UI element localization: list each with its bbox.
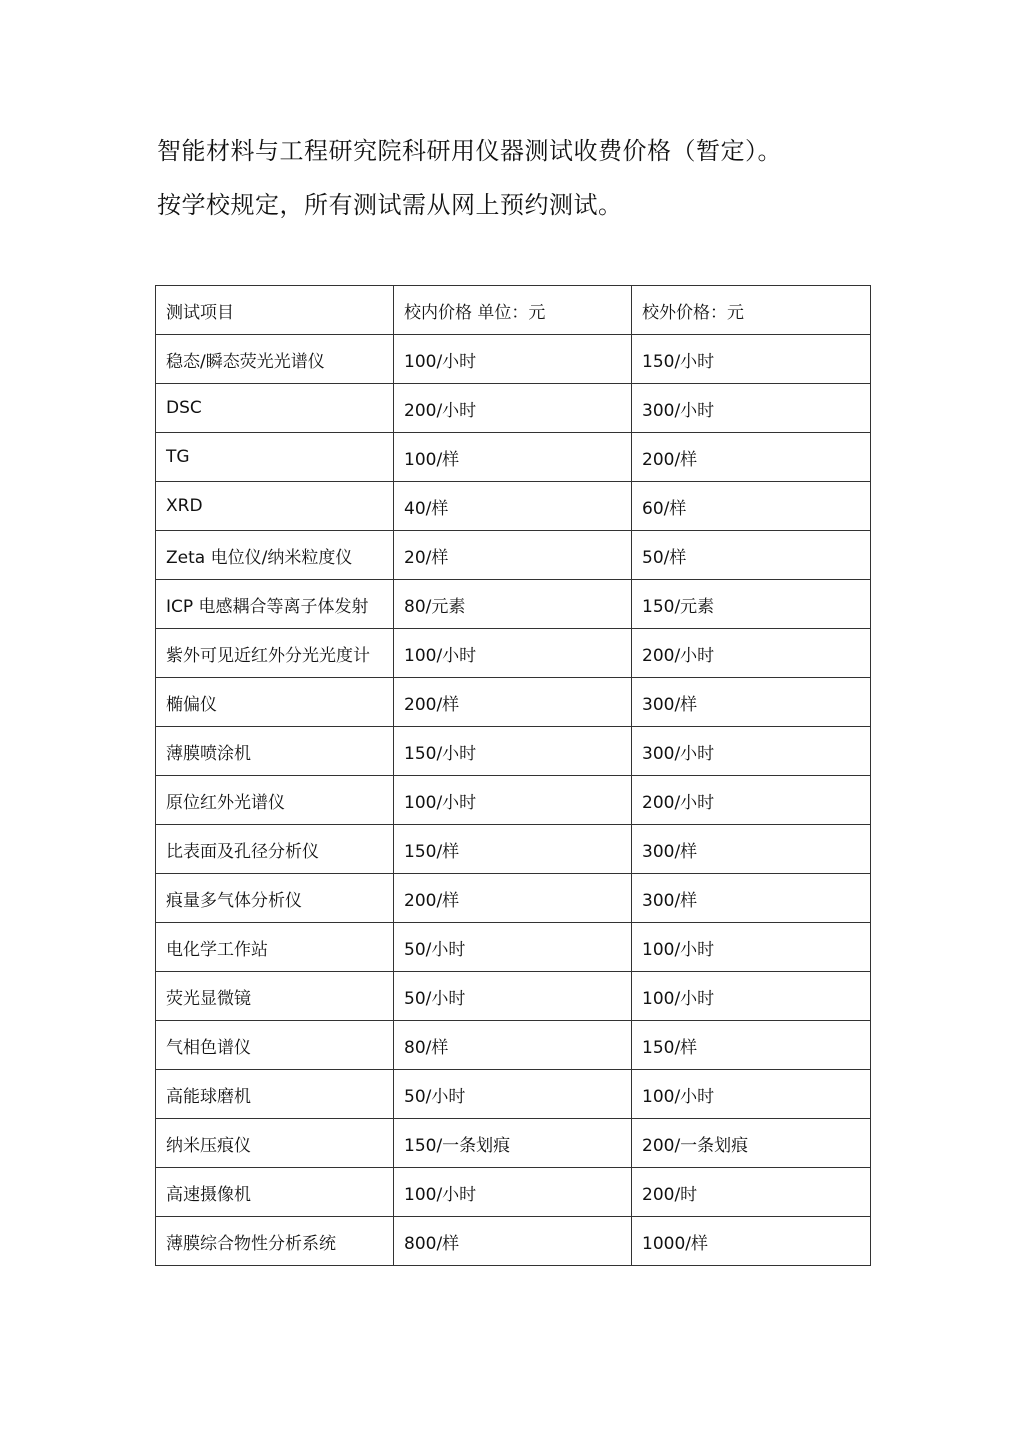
table-row [156,1168,871,1217]
table-row [156,1021,871,1070]
cell-test-item: 稳态/瞬态荧光光谱仪 [156,335,394,384]
cell-external-price: 200/时 [632,1168,871,1217]
table-row [156,1217,871,1266]
table-row [156,825,871,874]
cell-external-price: 100/小时 [632,1070,871,1119]
booking-notice: 按学校规定，所有测试需从网上预约测试。 [157,191,623,219]
cell-external-price: 200/一条划痕 [632,1119,871,1168]
cell-external-price: 150/元素 [632,580,871,629]
cell-test-item: 原位红外光谱仪 [156,776,394,825]
cell-test-item: DSC [156,384,394,433]
cell-test-item: XRD [156,482,394,531]
cell-internal-price: 200/小时 [394,384,632,433]
cell-test-item: ICP 电感耦合等离子体发射 [156,580,394,629]
cell-test-item: 薄膜综合物性分析系统 [156,1217,394,1266]
cell-external-price: 300/样 [632,874,871,923]
cell-internal-price: 100/小时 [394,629,632,678]
header-external-price: 校外价格：元 [632,286,871,335]
cell-external-price: 100/小时 [632,972,871,1021]
cell-internal-price: 200/样 [394,678,632,727]
cell-external-price: 200/小时 [632,629,871,678]
cell-external-price: 300/样 [632,678,871,727]
cell-test-item: 气相色谱仪 [156,1021,394,1070]
cell-internal-price: 50/小时 [394,1070,632,1119]
table-header-row [156,286,871,335]
cell-external-price: 100/小时 [632,923,871,972]
cell-test-item: 痕量多气体分析仪 [156,874,394,923]
header-test-item: 测试项目 [156,286,394,335]
cell-internal-price: 40/样 [394,482,632,531]
table-row [156,384,871,433]
cell-test-item: 椭偏仪 [156,678,394,727]
cell-test-item: 薄膜喷涂机 [156,727,394,776]
cell-internal-price: 80/元素 [394,580,632,629]
cell-external-price: 300/小时 [632,384,871,433]
cell-external-price: 1000/样 [632,1217,871,1266]
cell-test-item: 高能球磨机 [156,1070,394,1119]
cell-external-price: 200/小时 [632,776,871,825]
cell-external-price: 50/样 [632,531,871,580]
table-row [156,1070,871,1119]
cell-test-item: Zeta 电位仪/纳米粒度仪 [156,531,394,580]
cell-internal-price: 150/小时 [394,727,632,776]
cell-internal-price: 150/一条划痕 [394,1119,632,1168]
table-row [156,531,871,580]
cell-internal-price: 200/样 [394,874,632,923]
cell-internal-price: 100/小时 [394,1168,632,1217]
table-row [156,678,871,727]
table-row [156,433,871,482]
cell-test-item: 比表面及孔径分析仪 [156,825,394,874]
cell-external-price: 300/小时 [632,727,871,776]
table-row [156,923,871,972]
price-table [155,285,871,1266]
table-row [156,335,871,384]
table-row [156,629,871,678]
cell-external-price: 150/样 [632,1021,871,1070]
header-internal-price: 校内价格 单位：元 [394,286,632,335]
cell-test-item: 紫外可见近红外分光光度计 [156,629,394,678]
cell-internal-price: 150/样 [394,825,632,874]
cell-internal-price: 50/小时 [394,923,632,972]
table-row [156,874,871,923]
table-row [156,580,871,629]
cell-test-item: TG [156,433,394,482]
cell-test-item: 荧光显微镜 [156,972,394,1021]
document-title: 智能材料与工程研究院科研用仪器测试收费价格（暂定）。 [157,137,782,165]
cell-external-price: 60/样 [632,482,871,531]
cell-internal-price: 800/样 [394,1217,632,1266]
table-row [156,727,871,776]
cell-external-price: 300/样 [632,825,871,874]
cell-internal-price: 100/样 [394,433,632,482]
cell-external-price: 150/小时 [632,335,871,384]
cell-external-price: 200/样 [632,433,871,482]
table-row [156,1119,871,1168]
cell-internal-price: 20/样 [394,531,632,580]
cell-internal-price: 100/小时 [394,776,632,825]
table-row [156,972,871,1021]
cell-internal-price: 80/样 [394,1021,632,1070]
cell-test-item: 纳米压痕仪 [156,1119,394,1168]
cell-test-item: 高速摄像机 [156,1168,394,1217]
cell-test-item: 电化学工作站 [156,923,394,972]
cell-internal-price: 50/小时 [394,972,632,1021]
table-row [156,776,871,825]
cell-internal-price: 100/小时 [394,335,632,384]
table-row [156,482,871,531]
